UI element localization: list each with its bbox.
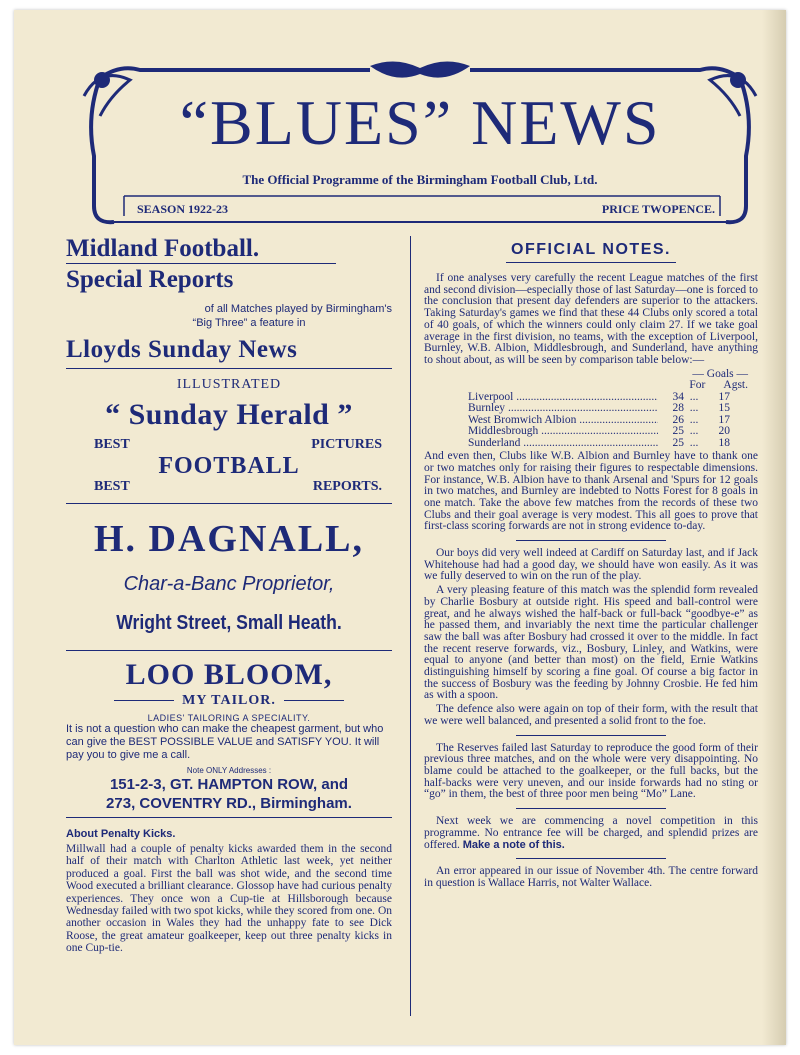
ad-headline-special-reports: Special Reports	[66, 266, 234, 293]
goals-for: 28	[672, 402, 684, 415]
midland-football-ad	[66, 235, 392, 368]
goals-for: 34	[672, 390, 684, 403]
ad-bloom-address-1: 151-2-3, GT. HAMPTON ROW, and	[109, 776, 349, 793]
column-divider	[410, 236, 411, 1016]
ad-small-text: “Big Three” a feature in	[192, 317, 306, 329]
dagnall-ad	[66, 504, 392, 642]
goals-for: 26	[672, 413, 684, 426]
season-label: SEASON 1922-23	[137, 202, 229, 216]
ad-bloom-note: Note ONLY Addresses :	[186, 766, 272, 775]
goals-table	[468, 369, 748, 450]
notes-paragraph: An error appeared in our issue of November 4th. The centre forward in question is Wallace Harris, not Walter Wallace.	[424, 865, 758, 889]
sunday-herald-ad	[66, 369, 392, 503]
official-notes-column	[424, 235, 758, 890]
programme-page	[14, 10, 786, 1045]
ad-row	[66, 437, 392, 453]
official-notes-title: OFFICIAL NOTES.	[511, 241, 671, 258]
ad-best: BEST	[94, 437, 130, 452]
table-dots: ...	[689, 402, 699, 415]
goals-against: 17	[718, 390, 730, 403]
ad-headline-lloyds: Lloyds Sunday News	[66, 336, 298, 363]
club-name: Middlesbrough .....	[468, 426, 658, 438]
ad-dagnall-address: Wright Street, Small Heath.	[116, 612, 342, 634]
ad-headline-midland: Midland Football.	[66, 235, 260, 262]
ad-sunday-herald-title: “ Sunday Herald ”	[105, 398, 353, 431]
ad-row	[66, 479, 392, 503]
advertisements-column	[66, 235, 392, 955]
divider	[516, 858, 666, 859]
ad-bloom-speciality: LADIES' TAILORING A SPECIALITY.	[147, 713, 311, 723]
goals-for-header: For	[689, 379, 706, 392]
masthead-subtitle: The Official Programme of the Birmingham Football Club, Ltd.	[242, 172, 598, 187]
notes-paragraph: The defence also were again on top of their form, with the result that we were well balanced, and presented a solid front to the foe.	[424, 703, 758, 727]
goals-against: 20	[718, 425, 730, 438]
divider	[516, 735, 666, 736]
notes-paragraph: A very pleasing feature of this match was the splendid form revealed by Charlie Bosbury at outside right. His speed and ball-control were great, and he always wished the half-back or full-back “goodbye-e” as he passed them, and invariably the next time the particular challenger saw the ball was after Bosbury had crossed it over to the middle. In fact the recent reserve forwards, viz., Bosbury, Linley, and Watkins, were equal to anyone (and better than most) on the field, Ernie Watkins distinguishing himself by scoring a fine goal. Of course a big factor in the success of Bosbury was the feeding by Johnny Crosbie. He fed him as with a spoon.	[424, 584, 758, 702]
goals-against: 18	[718, 436, 730, 449]
ad-reports: REPORTS.	[312, 479, 382, 494]
ad-pictures: PICTURES	[311, 437, 382, 452]
notes-paragraph: And even then, Clubs like W.B. Albion and Burnley have to thank one or two matches only for raising their figures to respectable dimensions. For instance, W.B. Albion have to thank Arsenal and 'Spurs for 12 goals in two matches, and Burnley are indebted to Notts Forest for 8 goals in one match. Take the above few matches from the records of these two Clubs and their goal average is very modest. This all goes to prove that first-class scoring forwards are not in strong evidence to-day.	[424, 450, 758, 533]
table-row	[468, 403, 748, 415]
table-row	[468, 426, 748, 438]
goals-table-subheader	[468, 380, 748, 392]
club-name: Sunderland .....	[468, 438, 658, 450]
ad-bloom-address-2: 273, COVENTRY RD., Birmingham.	[106, 795, 352, 812]
goals-against: 17	[718, 413, 730, 426]
loo-bloom-ad	[66, 651, 392, 813]
ad-illustrated: ILLUSTRATED	[176, 377, 282, 392]
notes-paragraph: The Reserves failed last Saturday to reproduce the good form of their previous three matches, and on the whole were very disappointing. No blame could be attached to the goalkeeper, or the full backs, but the half-backs were very uneven, and our inside forwards had no sting or “go” in them, the best of three poor men being “Mo” Lane.	[424, 741, 758, 801]
goals-for: 25	[672, 436, 684, 449]
ad-dagnall-name: H. DAGNALL,	[93, 518, 365, 560]
table-dots: ...	[689, 436, 699, 449]
make-a-note-text: Make a note of this.	[462, 838, 565, 851]
ad-dagnall-role: Char-a-Banc Proprietor,	[123, 573, 335, 595]
table-row	[468, 415, 748, 427]
penalty-kicks-title: About Penalty Kicks.	[66, 828, 176, 840]
ad-small-text: of all Matches played by Birmingham's	[204, 303, 392, 315]
notes-paragraph: If one analyses very carefully the recent League matches of the first and second division—especially those of last Saturday—one is forced to the conclusion that present day defenders are superior to the attackers. Taking Saturday's games we find that these 44 Clubs only scored a total of 40 goals, of which the winners could only claim 27. If we take goal average in the first division, no teams, with the exception of Liverpool, Burnley, W.B. Albion, Middlesbrough, and Sunderland, have anything to shout about, as will be seen by comparison table below:—	[424, 272, 758, 366]
club-name: Burnley .....	[468, 403, 658, 415]
divider	[516, 808, 666, 809]
penalty-kicks-body: Millwall had a couple of penalty kicks awarded them in the second half of their match with Charlton Athletic last week, yet neither produced a goal. First the ball was shot wide, and the second time Wood executed a brilliant clearance. Glossop have had curious penalty experiences. They once won a Cup-tie at Hillsborough because Wednesday failed with two spot kicks, while they scored from one. On another occasion in Wales they had the unhappy fate to see Dick Roose, the great amateur goalkeeper, keep out three penalty kicks in one Cup-tie.	[66, 843, 392, 955]
masthead	[80, 56, 760, 231]
table-dots: ...	[689, 413, 699, 426]
ad-best: BEST	[94, 479, 130, 494]
table-dots: ...	[689, 425, 699, 438]
notes-paragraph: Our boys did very well indeed at Cardiff on Saturday last, and if Jack Whitehouse had had a good day, we should have won easily. As it was we fully deserved to win on the run of the play.	[424, 547, 758, 583]
divider	[516, 540, 666, 541]
goals-against-header: Agst.	[723, 379, 748, 392]
goals-for: 25	[672, 425, 684, 438]
table-dots: ...	[689, 390, 699, 403]
table-row	[468, 392, 748, 404]
masthead-title: “BLUES” NEWS	[179, 87, 661, 158]
club-name: Liverpool .....	[468, 392, 658, 404]
table-row	[468, 438, 748, 450]
goals-against: 15	[718, 402, 730, 415]
competition-text: Next week we are commencing a novel competition in this programme. No entrance fee will be charged, and splendid prizes are offered.	[424, 815, 758, 851]
ad-bloom-body: It is not a question who can make the cheapest garment, but who can give the BEST POSSIBLE VALUE and SATISFY YOU. It will pay you to give me a call.	[66, 723, 384, 761]
divider	[66, 817, 392, 818]
ad-bloom-tailor-row	[66, 693, 392, 709]
goals-table-header: — Goals —	[692, 367, 748, 380]
ad-bloom-name: LOO BLOOM,	[125, 658, 333, 691]
notes-paragraph	[424, 816, 758, 851]
title-underline	[506, 262, 676, 263]
ad-bloom-tailor: MY TAILOR.	[182, 693, 276, 708]
club-name: West Bromwich Albion .....	[468, 415, 658, 427]
page-edge-shadow	[762, 10, 786, 1045]
ad-football: FOOTBALL	[158, 453, 300, 479]
price-label: PRICE TWOPENCE.	[601, 202, 715, 216]
